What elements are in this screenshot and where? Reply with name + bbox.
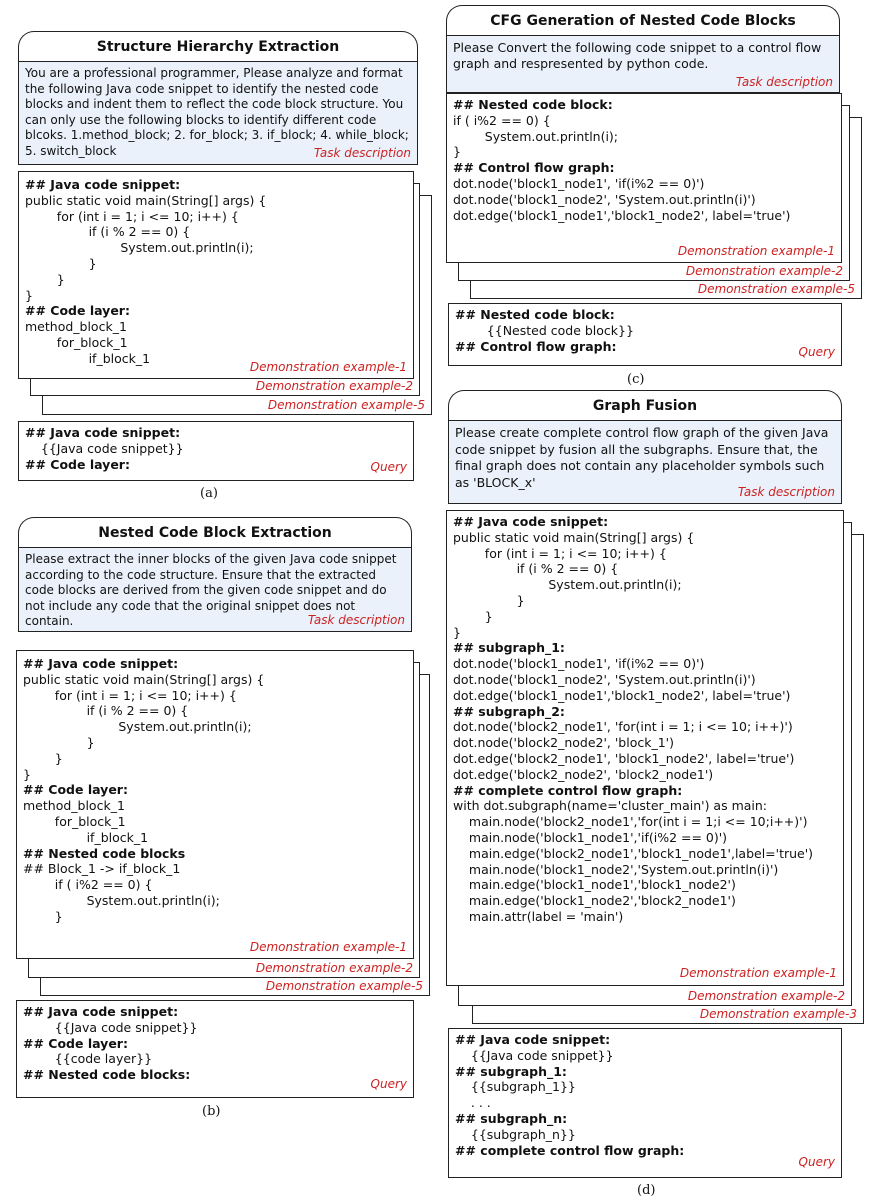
text-line: if_block_1 — [25, 350, 151, 366]
text-line: dot.node('block1_node2', 'System.out.println(i)') — [453, 671, 756, 687]
text-line: ## complete control flow graph: — [453, 782, 683, 798]
text-line: ## Control flow graph: — [453, 160, 615, 176]
text-line: main.edge('block2_node1','block1_node1',label='true') — [453, 845, 814, 861]
panel-a-title: Structure Hierarchy Extraction — [18, 31, 418, 61]
panel-b-task-text: Please extract the inner blocks of the given Java code snippet according to the code structure. Ensure that the extracted code blocks are derived from the given code snippet and do not include any code that the original snippet does not contain. — [25, 552, 397, 628]
text-line: for_block_1 — [25, 334, 128, 350]
text-line: for (int i = 1; i <= 10; i++) { — [453, 545, 667, 561]
text-line: ## Nested code blocks: — [23, 1067, 191, 1083]
panel-d-task-label: Task description — [737, 484, 835, 499]
panel-a-query-lines — [25, 425, 407, 472]
text-line: } — [25, 255, 97, 271]
panel-d-task-box — [448, 420, 842, 504]
text-line: {{code layer}} — [23, 1051, 153, 1067]
panel-d-demo-card-1 — [446, 510, 844, 986]
text-line: ## Java code snippet: — [23, 1004, 179, 1019]
panel-b-demo-label-5: Demonstration example-5 — [265, 979, 423, 993]
text-line: System.out.println(i); — [23, 719, 252, 735]
panel-c-title: CFG Generation of Nested Code Blocks — [446, 5, 840, 35]
text-line: method_block_1 — [25, 319, 127, 335]
panel-d-example-lines — [453, 514, 837, 925]
panel-b-task-box — [18, 547, 412, 632]
panel-d-title: Graph Fusion — [448, 390, 842, 420]
panel-a-task-label: Task description — [313, 145, 411, 160]
panel-d-task-text: Please create complete control flow graph of the given Java code snippet by fusion all the subgraphs. Ensure that, the final graph does not contain any placeholder symbols such as 'BLOCK_x' — [455, 425, 829, 490]
panel-c-query-card — [448, 303, 842, 366]
text-line: ## Java code snippet: — [23, 656, 179, 671]
text-line: } — [25, 271, 65, 287]
text-line: ## subgraph_2: — [453, 703, 565, 719]
text-line: } — [453, 624, 461, 640]
text-line: if (i % 2 == 0) { — [25, 224, 191, 240]
panel-c-task-text: Please Convert the following code snippet to a control flow graph and respresented by python code. — [453, 40, 822, 71]
text-line: } — [23, 766, 31, 782]
panel-c-query-label: Query — [798, 345, 835, 360]
caption-d: (d) — [637, 1183, 656, 1198]
text-line: } — [23, 734, 95, 750]
text-line: dot.node('block1_node1', 'if(i%2 == 0)') — [453, 175, 705, 191]
panel-d-query-label: Query — [798, 1155, 835, 1170]
text-line: dot.edge('block1_node1','block1_node2', label='true') — [453, 687, 791, 703]
text-line: {{Java code snippet}} — [23, 1019, 198, 1035]
text-line: ## Code layer: — [25, 303, 130, 319]
caption-c: (c) — [627, 372, 645, 387]
text-line: main.edge('block1_node1','block1_node2') — [453, 877, 736, 893]
text-line: dot.edge('block2_node1', 'block1_node2', label='true') — [453, 750, 795, 766]
text-line: System.out.println(i); — [453, 128, 619, 144]
panel-d-demo-label-3: Demonstration example-3 — [699, 1007, 857, 1021]
text-line: main.node('block2_node1','for(int i = 1;i <= 10;i++)') — [453, 814, 808, 830]
text-line: {{Nested code block}} — [455, 322, 634, 338]
text-line: } — [453, 592, 525, 608]
panel-a-task-text: You are a professional programmer, Please analyze and format the following Java code snippet to identify the nested code blocks and indent them to reflect the code block structure. You can only use the following blocks to identify different code blcoks. 1.method_block; 2. for_block; 3. if_block; 4. while_block; 5. switch_block — [25, 66, 409, 158]
panel-b-demo-label-1: Demonstration example-1 — [249, 940, 407, 955]
text-line: dot.node('block2_node1', 'for(int i = 1; i <= 10; i++)') — [453, 719, 793, 735]
panel-b-example-lines — [23, 656, 407, 925]
panel-a-query-label: Query — [370, 460, 407, 475]
caption-a: (a) — [200, 486, 218, 501]
panel-c-example-lines — [453, 97, 835, 223]
text-line: for (int i = 1; i <= 10; i++) { — [25, 208, 239, 224]
text-line: dot.node('block1_node2', 'System.out.println(i)') — [453, 191, 756, 207]
text-line: dot.node('block1_node1', 'if(i%2 == 0)') — [453, 656, 705, 672]
text-line: ## Code layer: — [23, 782, 128, 798]
text-line: if_block_1 — [23, 829, 149, 845]
text-line: if ( i%2 == 0) { — [453, 112, 551, 128]
text-line: for_block_1 — [23, 813, 126, 829]
panel-b-query-lines — [23, 1004, 407, 1083]
panel-c-demo-label-5: Demonstration example-5 — [697, 282, 855, 296]
text-line: ## Nested code blocks — [23, 845, 186, 861]
text-line: main.attr(label = 'main') — [453, 908, 624, 924]
panel-d-demo-label-2: Demonstration example-2 — [687, 989, 845, 1003]
panel-c-task-label: Task description — [735, 74, 833, 89]
panel-b-demo-card-1 — [16, 650, 414, 959]
panel-b-title: Nested Code Block Extraction — [18, 517, 412, 547]
caption-b: (b) — [202, 1104, 221, 1119]
text-line: {{Java code snippet}} — [455, 1047, 614, 1063]
text-line: System.out.println(i); — [453, 577, 682, 593]
text-line: if ( i%2 == 0) { — [23, 877, 153, 893]
text-line: ## Nested code block: — [455, 307, 615, 322]
text-line: if (i % 2 == 0) { — [453, 561, 619, 577]
text-line: ## Java code snippet: — [453, 514, 609, 529]
text-line: ## subgraph_n: — [455, 1110, 568, 1126]
panel-c-task-box — [446, 35, 840, 93]
text-line: dot.node('block2_node2', 'block_1') — [453, 735, 674, 751]
text-line: System.out.println(i); — [23, 892, 220, 908]
text-line: method_block_1 — [23, 798, 125, 814]
text-line: ## subgraph_1: — [455, 1063, 567, 1079]
text-line: ## Code layer: — [25, 456, 130, 472]
text-line: with dot.subgraph(name='cluster_main') as main: — [453, 798, 768, 814]
text-line: } — [23, 908, 63, 924]
text-line: ## Code layer: — [23, 1035, 128, 1051]
panel-a-demo-card-1 — [18, 171, 414, 379]
text-line: for (int i = 1; i <= 10; i++) { — [23, 687, 237, 703]
text-line: ## Java code snippet: — [25, 425, 181, 440]
text-line: dot.edge('block2_node2', 'block2_node1') — [453, 766, 714, 782]
text-line: } — [23, 750, 63, 766]
text-line: ## complete control flow graph: — [455, 1142, 685, 1158]
text-line: main.edge('block1_node2','block2_node1') — [453, 893, 736, 909]
text-line: ## Nested code block: — [453, 97, 613, 112]
panel-c-demo-card-1 — [446, 93, 842, 263]
text-line: ## Java code snippet: — [455, 1032, 611, 1047]
panel-b-demo-label-2: Demonstration example-2 — [255, 961, 413, 975]
text-line: ## subgraph_1: — [453, 640, 565, 656]
text-line: if (i % 2 == 0) { — [23, 703, 189, 719]
text-line: } — [25, 287, 33, 303]
panel-a-demo-label-2: Demonstration example-2 — [255, 379, 413, 393]
text-line: ## Block_1 -> if_block_1 — [23, 861, 181, 877]
text-line: } — [453, 144, 461, 160]
panel-b-query-label: Query — [370, 1077, 407, 1092]
panel-a-demo-label-5: Demonstration example-5 — [267, 398, 425, 412]
panel-d-query-lines — [455, 1032, 835, 1158]
panel-a-task-box — [18, 61, 418, 165]
panel-c-demo-label-1: Demonstration example-1 — [677, 244, 835, 259]
text-line: {{subgraph_1}} — [455, 1079, 576, 1095]
text-line: ## Java code snippet: — [25, 177, 181, 192]
panel-c-demo-label-2: Demonstration example-2 — [685, 264, 843, 278]
text-line: main.node('block1_node2','System.out.println(i)') — [453, 861, 779, 877]
text-line: } — [453, 608, 493, 624]
text-line: {{subgraph_n}} — [455, 1126, 576, 1142]
panel-d-demo-label-1: Demonstration example-1 — [679, 966, 837, 981]
text-line: . . . — [455, 1095, 491, 1111]
text-line: public static void main(String[] args) { — [23, 671, 265, 687]
text-line: ## Control flow graph: — [455, 338, 617, 354]
text-line: main.node('block1_node1','if(i%2 == 0)') — [453, 829, 728, 845]
panel-b-task-label: Task description — [307, 612, 405, 627]
text-line: public static void main(String[] args) { — [25, 192, 267, 208]
text-line: public static void main(String[] args) { — [453, 529, 695, 545]
text-line: dot.edge('block1_node1','block1_node2', label='true') — [453, 207, 791, 223]
text-line: {{Java code snippet}} — [25, 440, 184, 456]
panel-a-query-card — [18, 421, 414, 481]
panel-b-query-card — [16, 1000, 414, 1098]
panel-d-query-card — [448, 1028, 842, 1178]
text-line: System.out.println(i); — [25, 240, 254, 256]
panel-a-demo-label-1: Demonstration example-1 — [249, 360, 407, 375]
panel-c-query-lines — [455, 307, 835, 354]
panel-a-example-lines — [25, 177, 407, 367]
